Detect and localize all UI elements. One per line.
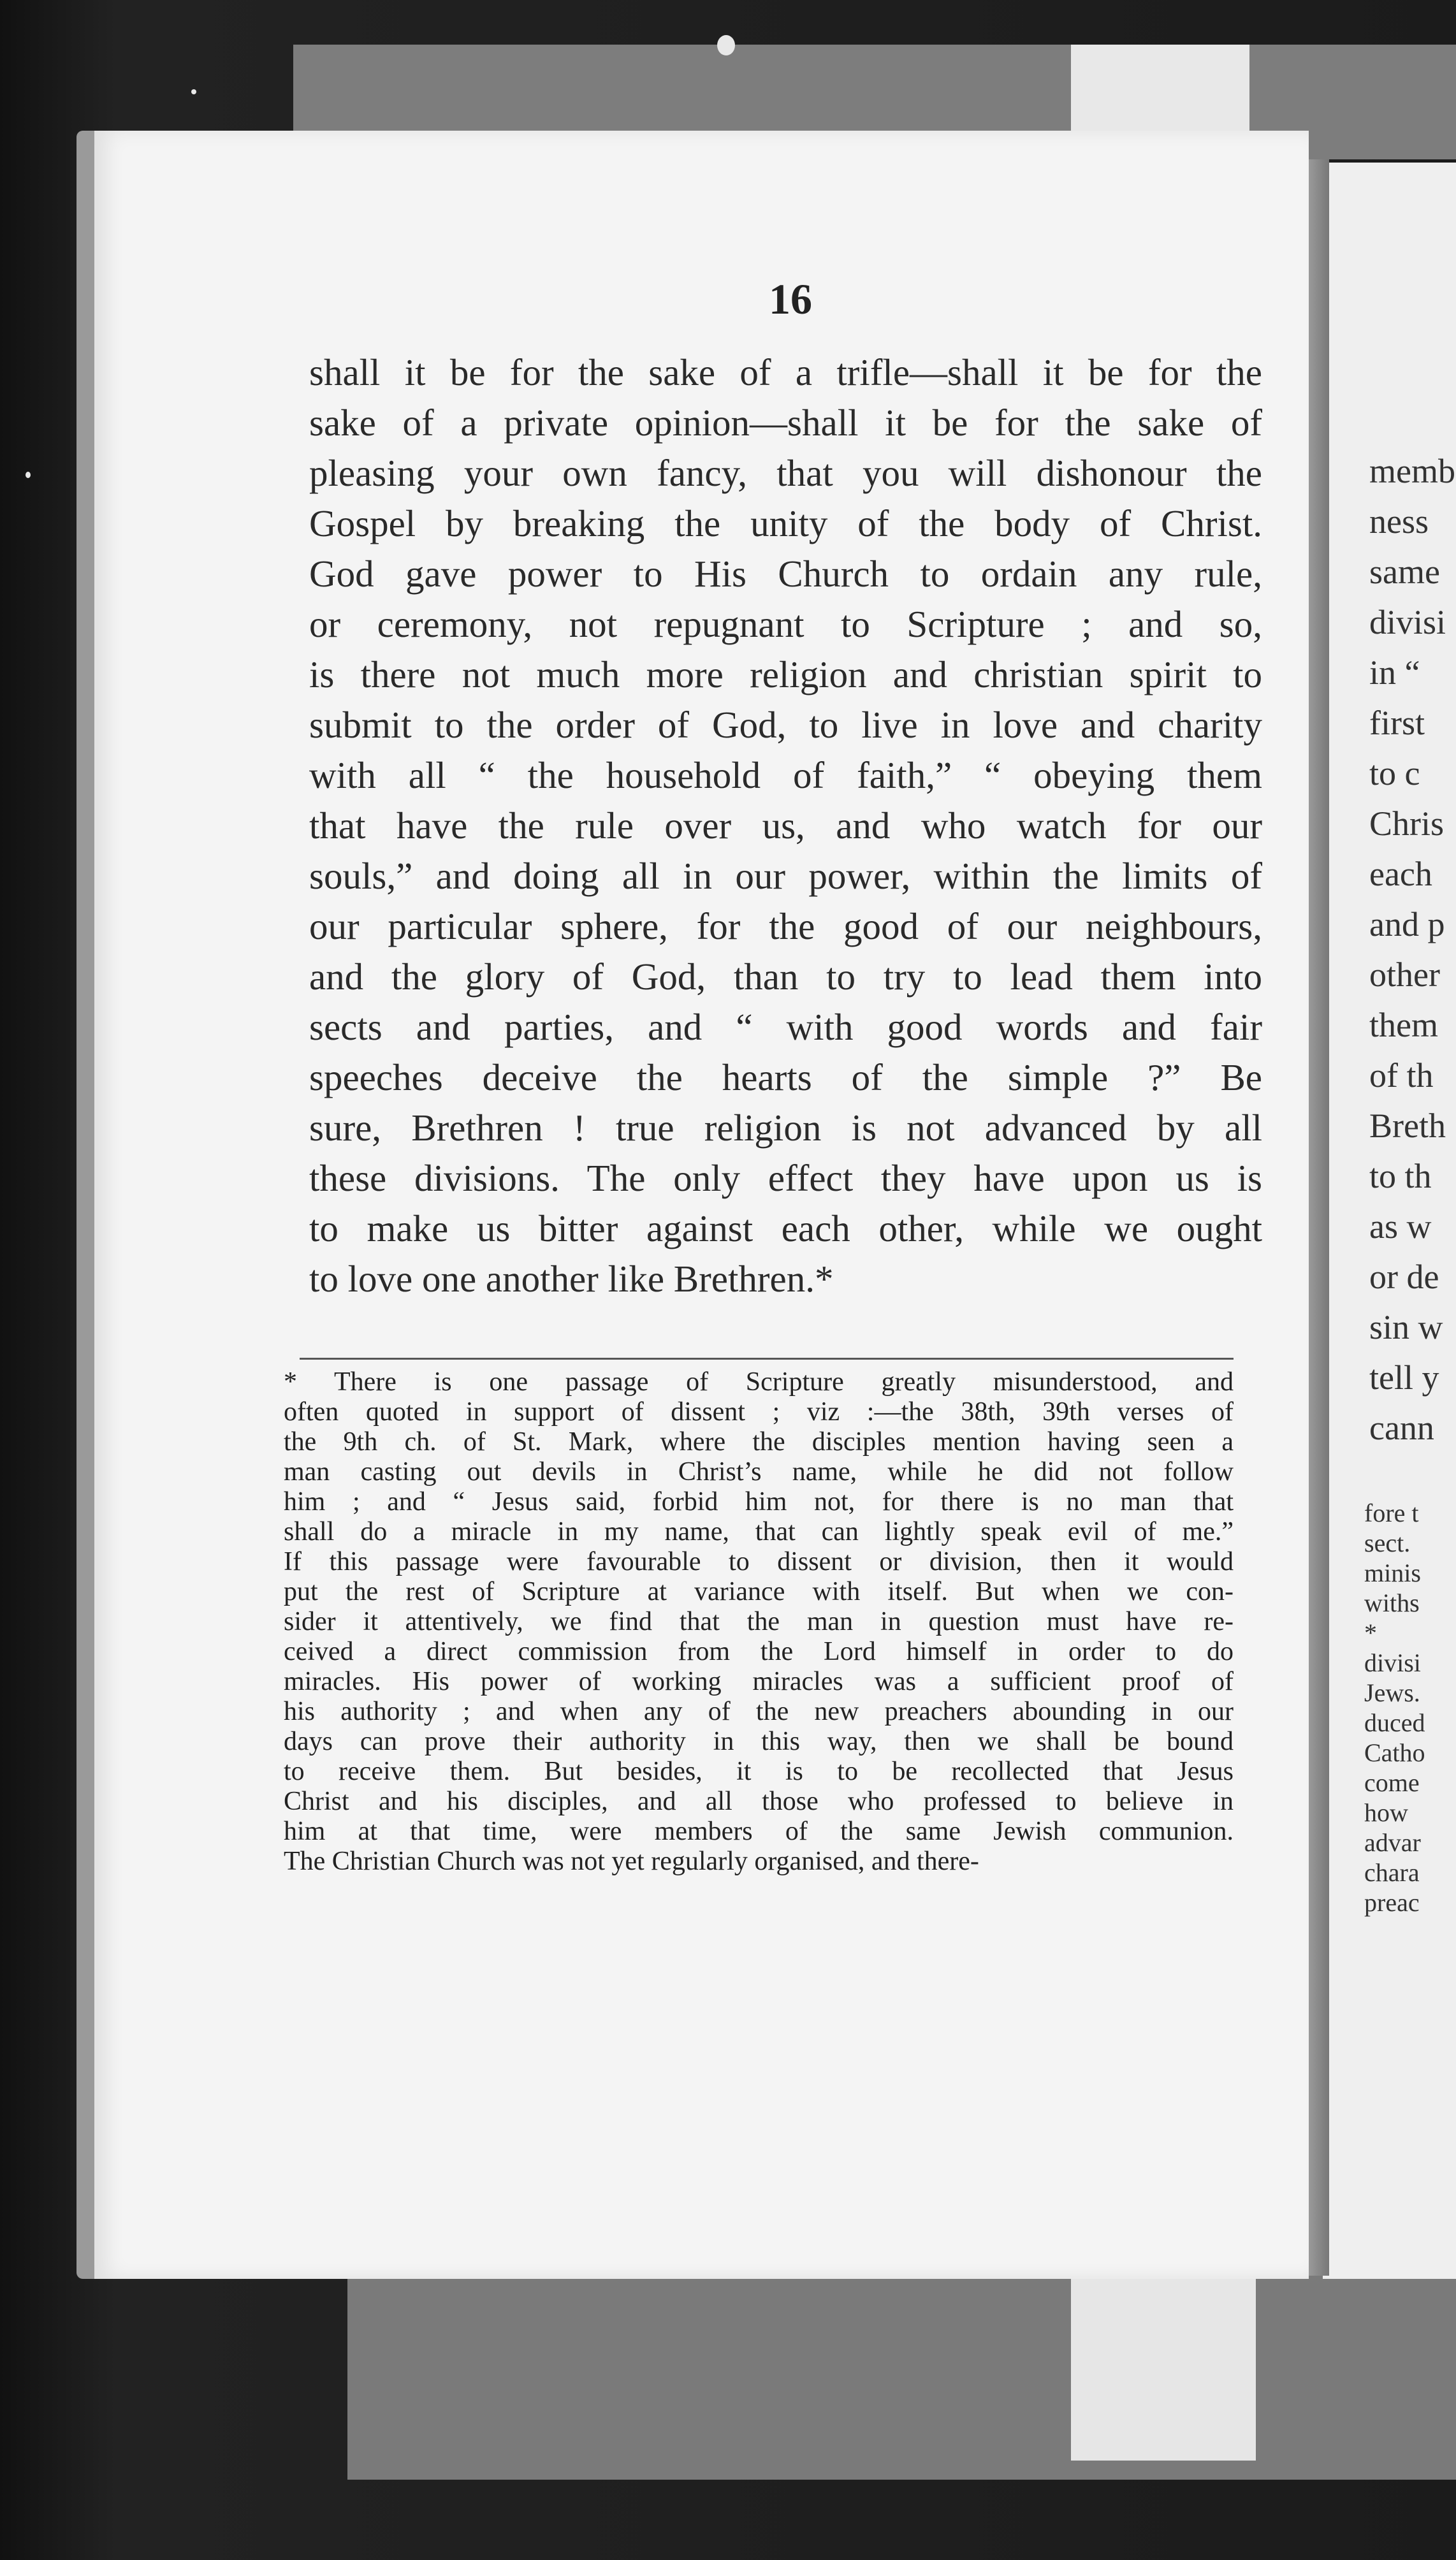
facing-footnote-fragment: fore t xyxy=(1364,1499,1419,1527)
body-line: God gave power to His Church to ordain any rule, xyxy=(309,553,1262,595)
facing-body-fragment: Breth xyxy=(1369,1107,1446,1145)
facing-footnote-fragment: duced xyxy=(1364,1708,1425,1737)
footnote-line: the 9th ch. of St. Mark, where the disciples mention having seen a xyxy=(284,1427,1234,1457)
body-line: submit to the order of God, to live in love and charity xyxy=(309,704,1262,746)
footnote-line: If this passage were favourable to dissent or division, then it would xyxy=(284,1547,1234,1576)
facing-footnote-fragment: Jews. xyxy=(1364,1678,1420,1707)
scanner-backing-bottom xyxy=(347,2269,1456,2480)
facing-body-fragment: each xyxy=(1369,855,1432,893)
body-line: that have the rule over us, and who watch for our xyxy=(309,804,1262,847)
facing-body-fragment: and p xyxy=(1369,905,1445,943)
footnote-line: him at that time, were members of the same Jewish communion. xyxy=(284,1817,1234,1846)
footnote-line: ceived a direct commission from the Lord himself in order to do xyxy=(284,1637,1234,1666)
body-line: shall it be for the sake of a trifle—shall it be for the xyxy=(309,351,1262,393)
page-number: 16 xyxy=(769,275,812,323)
facing-body-fragment: to th xyxy=(1369,1157,1432,1195)
body-line: these divisions. The only effect they have upon us is xyxy=(309,1157,1262,1199)
facing-footnote-fragment: come xyxy=(1364,1768,1420,1797)
body-line: sure, Brethren ! true religion is not advanced by all xyxy=(309,1107,1262,1149)
footnote-line: miracles. His power of working miracles was a sufficient proof of xyxy=(284,1667,1234,1696)
facing-footnote-fragment: how xyxy=(1364,1798,1408,1827)
facing-footnote-fragment: preac xyxy=(1364,1888,1420,1917)
facing-footnote-fragment: chara xyxy=(1364,1858,1420,1887)
footnote-line: days can prove their authority in this way, then we shall be bound xyxy=(284,1727,1234,1756)
dust-speck xyxy=(25,472,31,478)
footnote-line: to receive them. But besides, it is to be recollected that Jesus xyxy=(284,1757,1234,1786)
facing-body-fragment: tell y xyxy=(1369,1358,1439,1397)
facing-body-fragment: Chris xyxy=(1369,804,1445,843)
facing-footnote-fragment: * xyxy=(1364,1618,1377,1647)
facing-body-fragment: of th xyxy=(1369,1056,1434,1095)
facing-body-fragment: to c xyxy=(1369,754,1420,792)
facing-footnote-fragment: withs xyxy=(1364,1589,1420,1617)
facing-footnote-fragment: sect. xyxy=(1364,1529,1411,1557)
footnote-line: man casting out devils in Christ’s name, while he did not follow xyxy=(284,1457,1234,1487)
facing-page-body-fragments xyxy=(1369,446,1456,1453)
facing-body-fragment: cann xyxy=(1369,1409,1434,1447)
facing-body-fragment: ness xyxy=(1369,502,1429,541)
facing-body-fragment: as w xyxy=(1369,1207,1432,1246)
body-line: souls,” and doing all in our power, within the limits of xyxy=(309,855,1262,897)
footnote-line: often quoted in support of dissent ; viz :—the 38th, 39th verses of xyxy=(284,1397,1234,1427)
facing-body-fragment: memb xyxy=(1369,452,1455,490)
dust-speck xyxy=(191,89,196,94)
footnote-line: Christ and his disciples, and all those who professed to believe in xyxy=(284,1787,1234,1816)
facing-body-fragment: them xyxy=(1369,1006,1438,1044)
facing-footnote-fragment: advar xyxy=(1364,1828,1421,1857)
facing-footnote-fragment: Catho xyxy=(1364,1738,1425,1767)
body-line: or ceremony, not repugnant to Scripture ; and so, xyxy=(309,603,1262,645)
footnote-line: put the rest of Scripture at variance with itself. But when we con- xyxy=(284,1577,1234,1606)
body-line: speeches deceive the hearts of the simple ?” Be xyxy=(309,1056,1262,1098)
body-line: is there not much more religion and christian spirit to xyxy=(309,653,1262,695)
body-line: our particular sphere, for the good of our neighbours, xyxy=(309,905,1262,947)
facing-body-fragment: first xyxy=(1369,704,1425,742)
body-line: to love one another like Brethren.* xyxy=(309,1258,834,1300)
body-line: and the glory of God, than to try to lead them into xyxy=(309,956,1262,998)
body-line: sake of a private opinion—shall it be for the sake of xyxy=(309,402,1262,444)
facing-body-fragment: sin w xyxy=(1369,1308,1443,1346)
footnote xyxy=(284,1367,1234,1877)
facing-footnote-fragment: divisi xyxy=(1364,1648,1421,1677)
body-text xyxy=(309,347,1262,1304)
facing-body-fragment: divisi xyxy=(1369,603,1446,641)
facing-body-fragment: in “ xyxy=(1369,653,1420,692)
facing-body-fragment: or de xyxy=(1369,1258,1439,1296)
body-line: pleasing your own fancy, that you will dishonour the xyxy=(309,452,1262,494)
footnote-rule xyxy=(300,1358,1234,1360)
facing-page-footnote-fragments xyxy=(1364,1498,1456,1917)
footnote-line: shall do a miracle in my name, that can lightly speak evil of me.” xyxy=(284,1517,1234,1546)
footnote-line: The Christian Church was not yet regularly organised, and there- xyxy=(284,1847,979,1876)
body-line: with all “ the household of faith,” “ obeying them xyxy=(309,754,1262,796)
facing-body-fragment: same xyxy=(1369,553,1440,591)
paper-tab-bottom xyxy=(1071,2269,1256,2461)
dust-speck xyxy=(717,35,735,55)
footnote-line: his authority ; and when any of the new preachers abounding in our xyxy=(284,1697,1234,1726)
footnote-line: * There is one passage of Scripture greatly misunderstood, and xyxy=(284,1367,1234,1397)
body-line: Gospel by breaking the unity of the body of Christ. xyxy=(309,502,1262,544)
body-line: to make us bitter against each other, while we ought xyxy=(309,1207,1262,1249)
footnote-line: sider it attentively, we find that the man in question must have re- xyxy=(284,1607,1234,1636)
facing-body-fragment: other xyxy=(1369,956,1440,994)
body-line: sects and parties, and “ with good words and fair xyxy=(309,1006,1262,1048)
footnote-line: him ; and “ Jesus said, forbid him not, for there is no man that xyxy=(284,1487,1234,1516)
facing-footnote-fragment: minis xyxy=(1364,1559,1421,1587)
